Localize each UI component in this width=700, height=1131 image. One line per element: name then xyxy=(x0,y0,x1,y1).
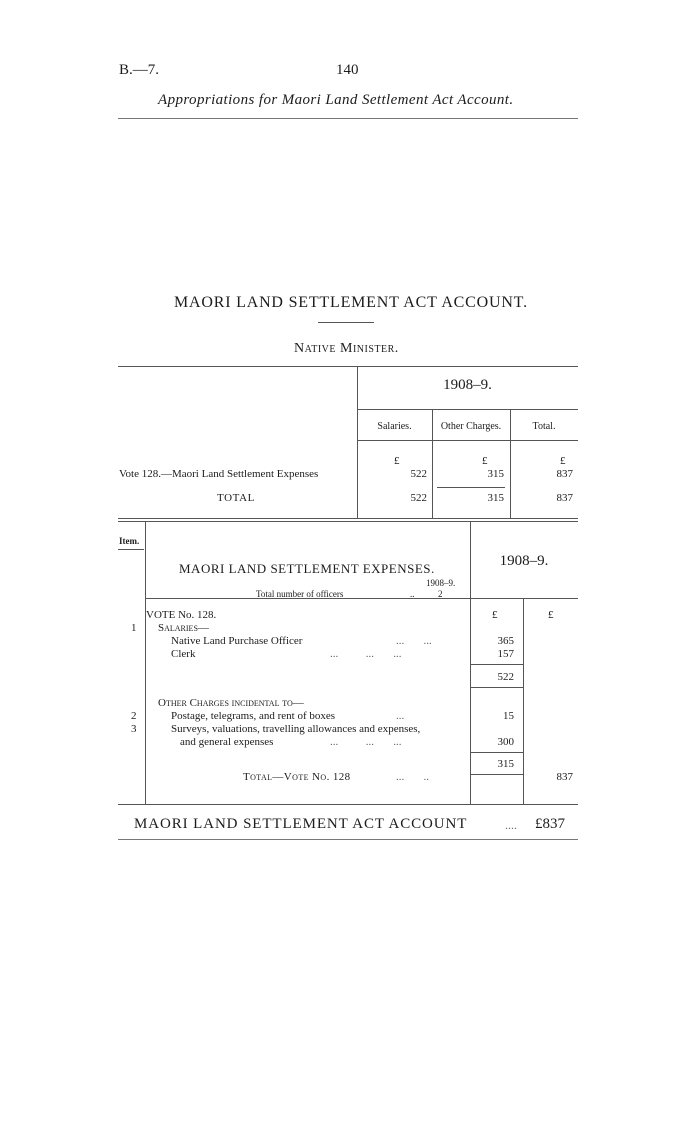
summary-total-label: TOTAL xyxy=(217,492,255,504)
currency-salaries: £ xyxy=(394,455,400,467)
leader-dots: ... ... ... xyxy=(330,736,402,748)
summary-total-salaries: 522 xyxy=(410,492,427,504)
other-charges-heading: Other Charges incidental to— xyxy=(158,697,304,709)
charge-line-label: Surveys, valuations, travelling allowances and expenses, xyxy=(171,723,421,735)
other-charges-subtotal: 315 xyxy=(497,758,514,770)
item-column-header: Item. xyxy=(119,536,140,546)
vote-number: VOTE No. 128. xyxy=(146,609,217,621)
footer-rule xyxy=(118,839,578,840)
officers-count: 2 xyxy=(438,589,443,599)
minister-heading: Native Minister. xyxy=(294,341,399,356)
vote-other-charges: 315 xyxy=(487,468,504,480)
document-reference: B.—7. xyxy=(119,62,160,78)
leader-dots: ... xyxy=(396,710,405,722)
vote-salaries: 522 xyxy=(410,468,427,480)
page-number: 140 xyxy=(336,62,359,78)
detail-currency-total: £ xyxy=(548,609,554,621)
vote-label: Vote 128.—Maori Land Settlement Expenses xyxy=(119,468,319,480)
salaries-subtotal: 522 xyxy=(497,671,514,683)
officers-year: 1908–9. xyxy=(426,578,456,588)
charge-line-label: Postage, telegrams, and rent of boxes xyxy=(171,710,336,722)
leader-dots: ... ... xyxy=(396,635,432,647)
vote-total: 837 xyxy=(556,468,573,480)
officers-leader: .. xyxy=(410,589,415,599)
title-underline xyxy=(318,322,374,323)
salary-line-amount: 365 xyxy=(497,635,514,647)
salaries-heading: Salaries— xyxy=(158,622,209,634)
currency-other: £ xyxy=(482,455,488,467)
expenses-heading: MAORI LAND SETTLEMENT EXPENSES. xyxy=(179,561,435,576)
leader-dots: .... xyxy=(505,818,517,832)
officers-label: Total number of officers xyxy=(256,589,344,599)
column-salaries: Salaries. xyxy=(377,421,412,432)
column-other-charges: Other Charges. xyxy=(440,421,502,432)
account-title: MAORI LAND SETTLEMENT ACT ACCOUNT. xyxy=(174,294,528,311)
item-number: 1 xyxy=(131,622,137,634)
summary-total-other: 315 xyxy=(487,492,504,504)
salary-line-label: Native Land Purchase Officer xyxy=(171,635,303,647)
charge-line-label-continued: and general expenses xyxy=(180,736,274,748)
vote-total-value: 837 xyxy=(556,771,573,783)
column-total: Total. xyxy=(532,421,556,432)
leader-dots: ... .. xyxy=(396,771,429,783)
salary-line-amount: 157 xyxy=(497,648,514,660)
summary-total-total: 837 xyxy=(556,492,573,504)
grand-total-label: MAORI LAND SETTLEMENT ACT ACCOUNT xyxy=(134,816,468,832)
vote-total-label: Total—Vote No. 128 xyxy=(243,771,351,783)
item-number: 2 xyxy=(131,710,137,722)
summary-year: 1908–9. xyxy=(443,377,492,393)
leader-dots: ... ... ... xyxy=(330,648,402,660)
charge-line-amount: 15 xyxy=(503,710,514,722)
item-number: 3 xyxy=(131,723,137,735)
running-title: Appropriations for Maori Land Settlement Act Account. xyxy=(158,92,514,108)
grand-total-amount: £837 xyxy=(535,816,565,832)
charge-line-amount: 300 xyxy=(497,736,514,748)
detail-year: 1908–9. xyxy=(499,553,549,569)
salary-line-label: Clerk xyxy=(171,648,196,660)
detail-currency-items: £ xyxy=(492,609,498,621)
header-rule xyxy=(118,118,578,119)
currency-total: £ xyxy=(560,455,566,467)
